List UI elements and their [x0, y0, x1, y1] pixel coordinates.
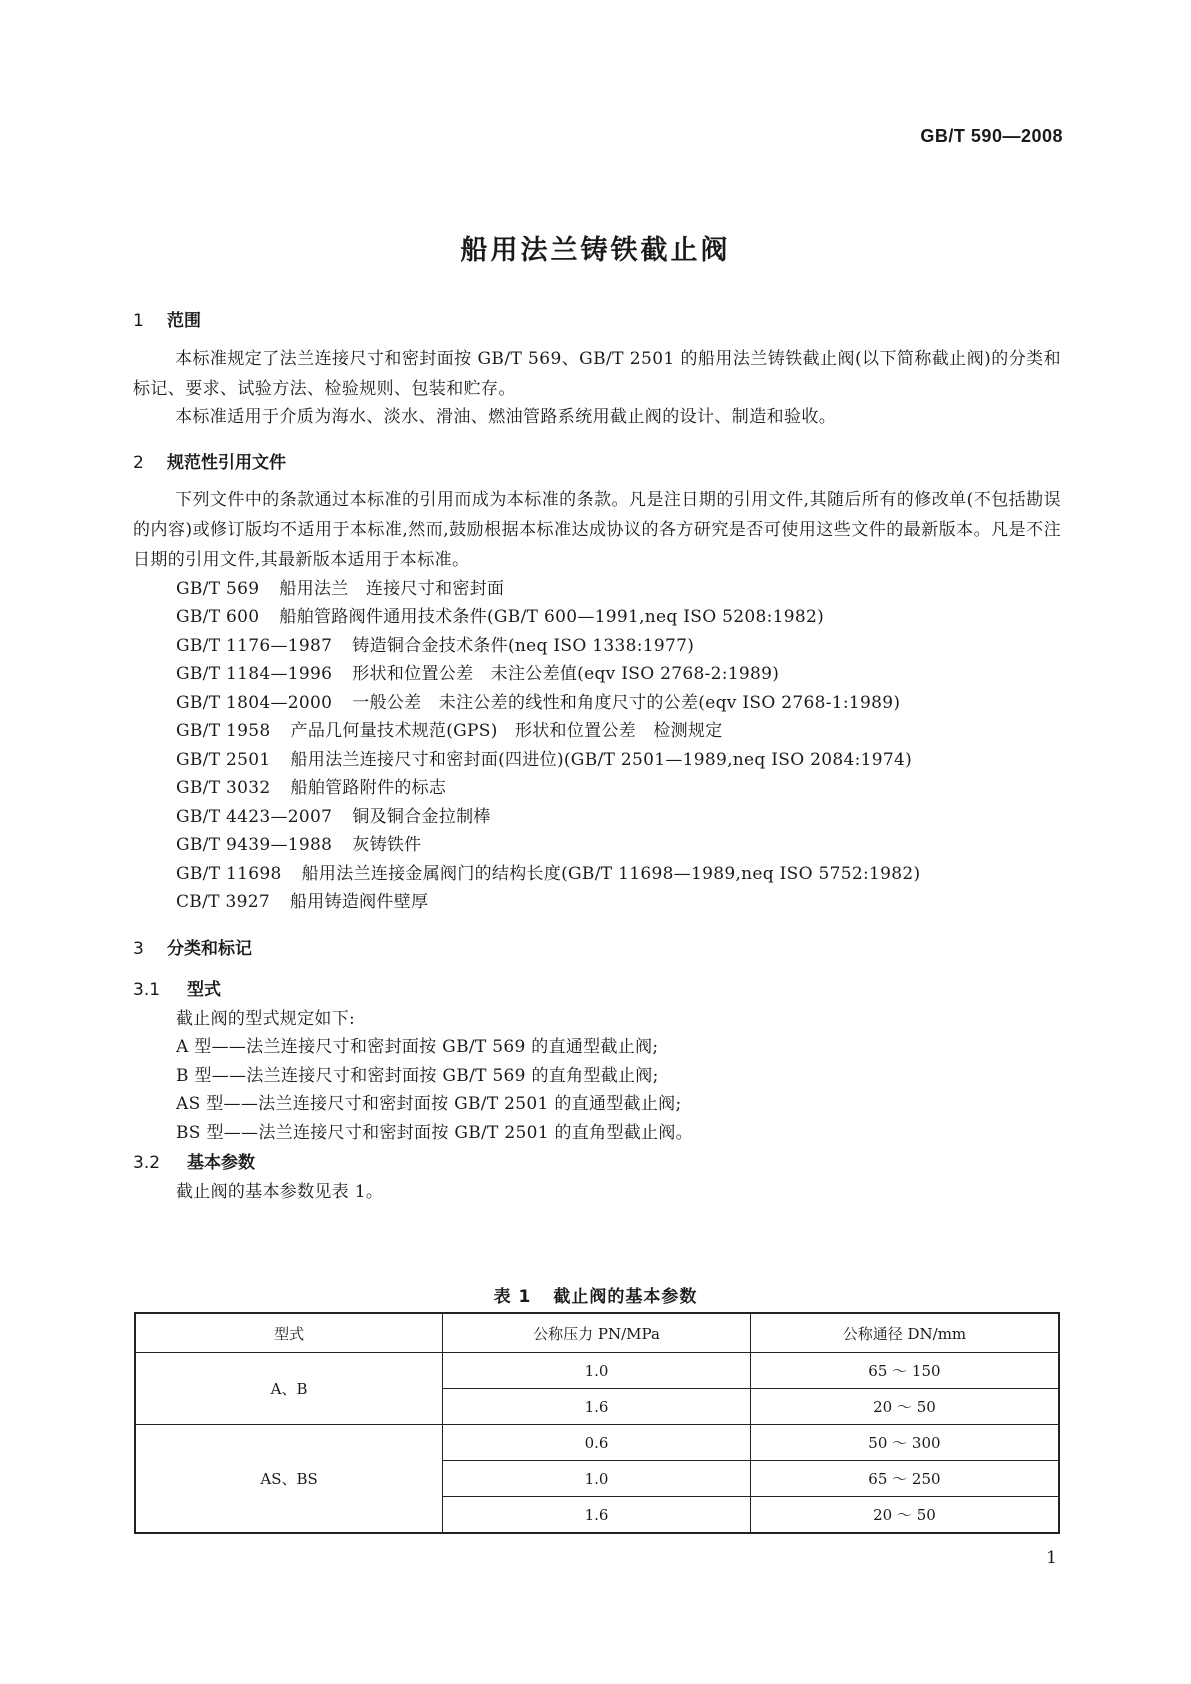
diameter-cell: 65 ～ 150 [750, 1353, 1059, 1389]
reference-code: GB/T 2501 [176, 750, 271, 770]
page-number: 1 [1046, 1548, 1057, 1568]
reference-code: GB/T 600 [176, 607, 260, 627]
reference-item [176, 887, 428, 912]
reference-item [176, 859, 920, 884]
section-1-paragraph-1: 本标准规定了法兰连接尺寸和密封面按 GB/T 569、GB/T 2501 的船用法兰铸铁截止阀(以下简称截止阀)的分类和标记、要求、试验方法、检验规则、包装和贮存。 [133, 349, 1061, 399]
table-header-cell: 公称压力 PN/MPa [443, 1313, 751, 1353]
pressure-cell: 1.0 [443, 1353, 751, 1389]
section-number: 2 [133, 453, 144, 473]
reference-title: 船舶管路附件的标志 [290, 778, 447, 798]
type-definition-line: B 型——法兰连接尺寸和密封面按 GB/T 569 的直角型截止阀; [176, 1066, 659, 1086]
type-cell: A、B [135, 1353, 443, 1425]
section-3-heading [133, 934, 252, 959]
pressure-cell: 0.6 [443, 1425, 751, 1461]
section-title: 分类和标记 [167, 939, 252, 959]
reference-code: GB/T 9439—1988 [176, 835, 333, 855]
subsection-title: 基本参数 [187, 1153, 255, 1173]
section-1-heading [133, 306, 201, 331]
reference-item [176, 773, 446, 798]
reference-code: CB/T 3927 [176, 892, 270, 912]
type-cell: AS、BS [135, 1425, 443, 1534]
pressure-cell: 1.0 [443, 1461, 751, 1497]
table-caption [0, 1282, 1191, 1307]
reference-title: 船用铸造阀件壁厚 [289, 892, 429, 912]
table-header-cell: 公称通径 DN/mm [750, 1313, 1059, 1353]
type-definition-line: AS 型——法兰连接尺寸和密封面按 GB/T 2501 的直通型截止阀; [176, 1094, 682, 1114]
pressure-cell: 1.6 [443, 1497, 751, 1534]
section-2-intro: 下列文件中的条款通过本标准的引用而成为本标准的条款。凡是注日期的引用文件,其随后所有的修改单(不包括勘误的内容)或修订版均不适用于本标准,然而,鼓励根据本标准达成协议的各方研究是否可使用这些文件的最新版本。凡是不注日期的引用文件,其最新版本适用于本标准。 [133, 490, 1061, 570]
reference-title: 船舶管路阀件通用技术条件(GB/T 600—1991,neq ISO 5208:1982) [279, 607, 825, 627]
reference-item [176, 830, 421, 855]
reference-title: 铜及铜合金拉制棒 [352, 807, 491, 827]
table-header-cell: 型式 [135, 1313, 443, 1353]
reference-code: GB/T 569 [176, 579, 260, 599]
reference-code: GB/T 1184—1996 [176, 664, 333, 684]
reference-item [176, 716, 723, 741]
reference-title: 灰铸铁件 [352, 835, 422, 855]
reference-item [176, 802, 491, 827]
reference-item [176, 574, 504, 599]
reference-title: 一般公差 未注公差的线性和角度尺寸的公差(eqv ISO 2768-1:1989) [352, 693, 901, 713]
table-caption-number: 表 1 [493, 1287, 532, 1307]
subsection-3-2-heading [133, 1148, 255, 1173]
section-1-paragraph-2: 本标准适用于介质为海水、淡水、滑油、燃油管路系统用截止阀的设计、制造和验收。 [175, 407, 837, 427]
diameter-cell: 20 ～ 50 [750, 1389, 1059, 1425]
section-title: 规范性引用文件 [167, 453, 286, 473]
diameter-cell: 50 ～ 300 [750, 1425, 1059, 1461]
type-definition-line: 截止阀的型式规定如下: [176, 1009, 356, 1029]
section-number: 1 [133, 311, 144, 331]
reference-title: 船用法兰连接金属阀门的结构长度(GB/T 11698—1989,neq ISO 5752:1982) [301, 864, 921, 884]
table-caption-title: 截止阀的基本参数 [553, 1287, 698, 1307]
reference-code: GB/T 1958 [176, 721, 271, 741]
reference-title: 形状和位置公差 未注公差值(eqv ISO 2768-2:1989) [352, 664, 780, 684]
reference-code: GB/T 11698 [176, 864, 282, 884]
section-title: 范围 [167, 311, 201, 331]
section-2-heading [133, 448, 286, 473]
diameter-cell: 20 ～ 50 [750, 1497, 1059, 1534]
reference-item [176, 602, 824, 627]
reference-item [176, 659, 779, 684]
table-row [135, 1353, 1059, 1389]
section-number: 3 [133, 939, 144, 959]
document-title: 船用法兰铸铁截止阀 [460, 235, 731, 266]
reference-title: 船用法兰 连接尺寸和密封面 [279, 579, 505, 599]
reference-item [176, 688, 900, 713]
table-reference-line: 截止阀的基本参数见表 1。 [176, 1182, 384, 1202]
type-definition-line: A 型——法兰连接尺寸和密封面按 GB/T 569 的直通型截止阀; [176, 1037, 659, 1057]
reference-title: 船用法兰连接尺寸和密封面(四进位)(GB/T 2501—1989,neq ISO 2084:1974) [290, 750, 913, 770]
reference-code: GB/T 1804—2000 [176, 693, 333, 713]
reference-title: 铸造铜合金技术条件(neq ISO 1338:1977) [352, 636, 695, 656]
standard-code: GB/T 590—2008 [920, 126, 1063, 146]
reference-item [176, 745, 912, 770]
type-definition-line: BS 型——法兰连接尺寸和密封面按 GB/T 2501 的直角型截止阀。 [176, 1123, 693, 1143]
basic-parameters-table [134, 1312, 1060, 1534]
subsection-title: 型式 [187, 980, 221, 1000]
reference-code: GB/T 1176—1987 [176, 636, 333, 656]
pressure-cell: 1.6 [443, 1389, 751, 1425]
table-row [135, 1425, 1059, 1461]
diameter-cell: 65 ～ 250 [750, 1461, 1059, 1497]
subsection-number: 3.1 [133, 980, 161, 1000]
table-header-row [135, 1313, 1059, 1353]
reference-code: GB/T 3032 [176, 778, 271, 798]
reference-item [176, 631, 694, 656]
reference-code: GB/T 4423—2007 [176, 807, 333, 827]
subsection-number: 3.2 [133, 1153, 161, 1173]
reference-title: 产品几何量技术规范(GPS) 形状和位置公差 检测规定 [290, 721, 723, 741]
subsection-3-1-heading [133, 975, 221, 1000]
